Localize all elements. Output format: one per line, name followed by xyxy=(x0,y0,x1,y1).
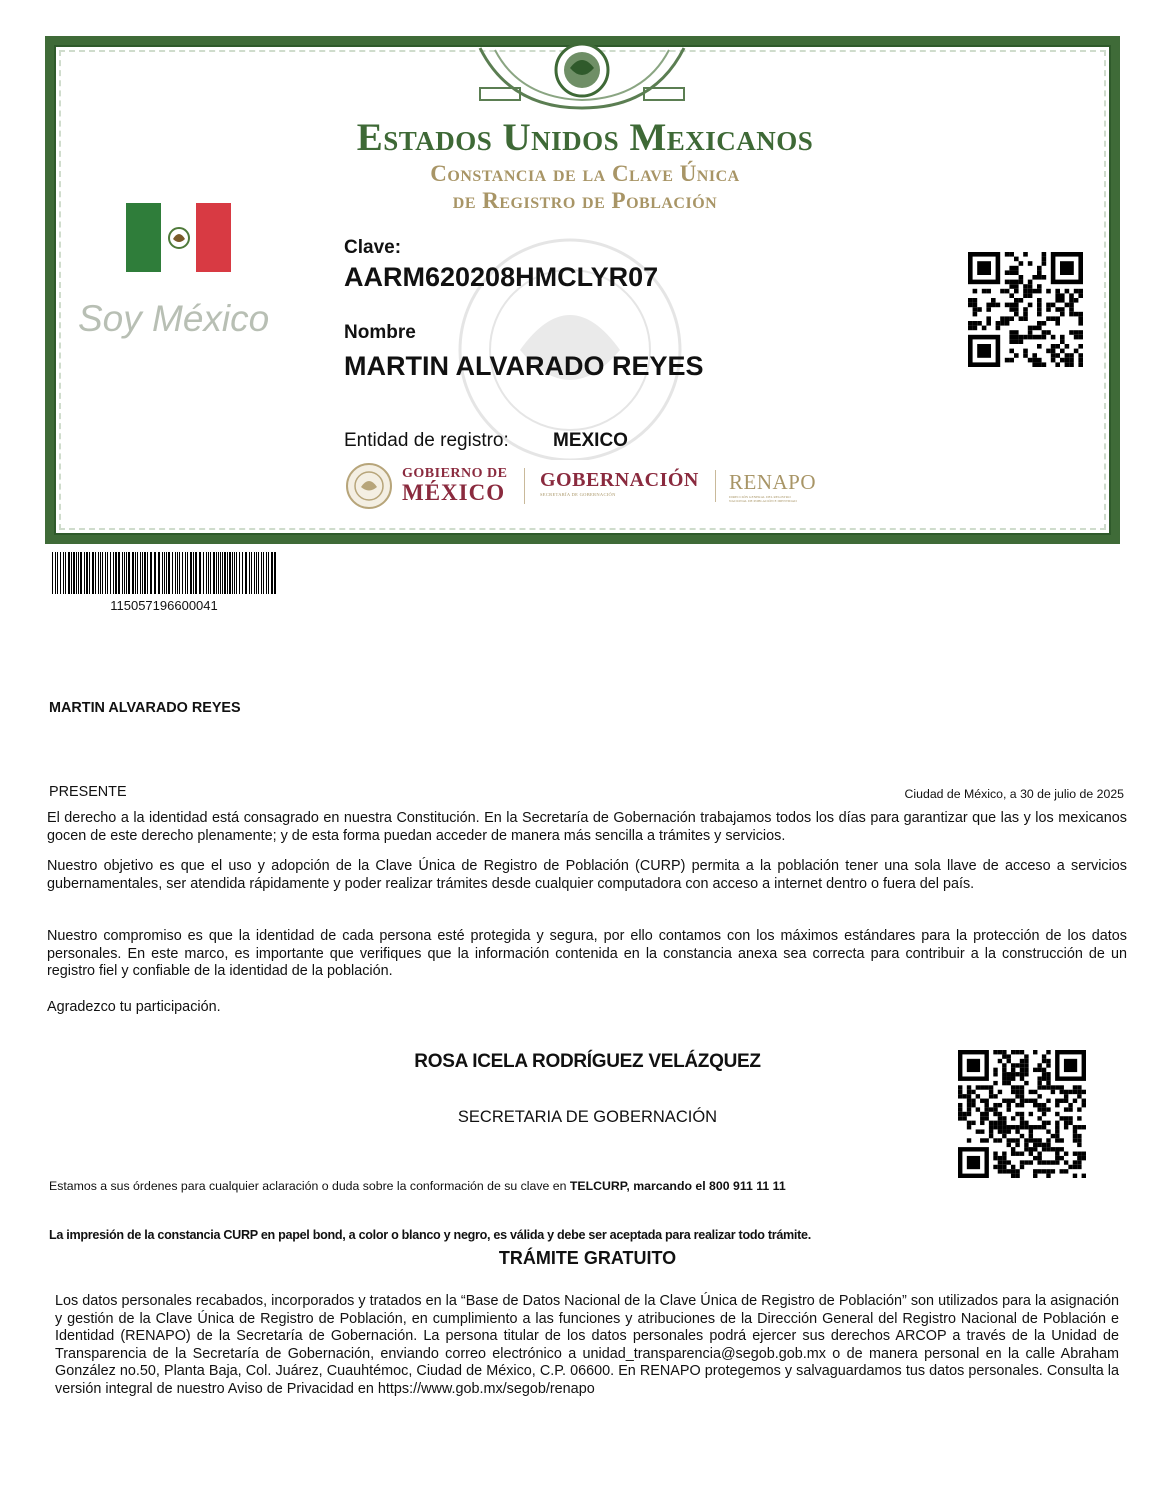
nombre-value: MARTIN ALVARADO REYES xyxy=(344,351,704,381)
renapo-logo xyxy=(729,470,816,503)
watermark-seal xyxy=(420,210,730,460)
national-crest-header xyxy=(470,38,694,110)
contact-text: Estamos a sus órdenes para cualquier aclaración o duda sobre la conformación de su clave en xyxy=(49,1179,570,1193)
gobernacion-logo xyxy=(540,469,699,497)
letter-recipient: MARTIN ALVARADO REYES xyxy=(49,700,241,716)
gobernacion-logo-text: GOBERNACIÓN xyxy=(540,469,699,491)
mexico-flag xyxy=(126,203,231,272)
subtitle-line-1: Constancia de la Clave Única xyxy=(430,161,740,186)
contact-line xyxy=(49,1179,786,1193)
paragraph-1: El derecho a la identidad está consagrado en nuestra Constitución. En la Secretaría de Gobernación trabajamos todos los días para garantizar que las y los mexicanos gocen de este derecho plenamente; y de esta forma puedan acceder de manera más sencilla a trámites y servicios. xyxy=(47,810,1127,844)
signer-name: ROSA ICELA RODRÍGUEZ VELÁZQUEZ xyxy=(414,1051,761,1072)
clave-value: AARM620208HMCLYR07 xyxy=(344,262,659,292)
clave-label: Clave: xyxy=(344,237,402,258)
subtitle-line-2: de Registro de Población xyxy=(452,188,718,213)
thanks-text: Agradezco tu participación. xyxy=(47,999,221,1015)
eagle-emblem-icon xyxy=(166,225,192,251)
entidad-value: MEXICO xyxy=(553,430,628,451)
logo-divider xyxy=(524,468,525,504)
entidad-label: Entidad de registro: xyxy=(344,430,509,451)
soy-mexico-text: Soy México xyxy=(78,298,270,339)
paragraph-2: Nuestro objetivo es que el uso y adopción de la Clave Única de Registro de Población (CURP) permita a la población tener una sola llave de acceso a servicios gubernamentales, ser atendida rápidamente y poder realizar trámites desde cualquier computadora con acceso a internet dentro o fuera del país. xyxy=(47,858,1127,892)
place-date: Ciudad de México, a 30 de julio de 2025 xyxy=(904,787,1124,801)
presente-text: PRESENTE xyxy=(49,784,127,800)
telcurp-phone: TELCURP, marcando el 800 911 11 11 xyxy=(569,1179,786,1193)
qr-code-certificate xyxy=(968,252,1083,367)
validity-notice: La impresión de la constancia CURP en papel bond, a color o blanco y negro, es válida y debe ser aceptada para realizar todo trámite. xyxy=(49,1228,811,1242)
flag-red-stripe xyxy=(196,203,231,272)
gobierno-logo-line-2: MÉXICO xyxy=(402,480,506,505)
flag-green-stripe xyxy=(126,203,161,272)
barcode-number: 115057196600041 xyxy=(110,598,218,613)
renapo-logo-subtext: DIRECCIÓN GENERAL DEL REGISTRO NACIONAL DE POBLACIÓN E IDENTIDAD xyxy=(729,495,797,503)
gobierno-mexico-logo xyxy=(402,466,507,504)
certificate-title: Estados Unidos Mexicanos xyxy=(356,116,814,159)
qr-code-signature xyxy=(958,1050,1086,1178)
privacy-notice: Los datos personales recabados, incorporados y tratados en la “Base de Datos Nacional de la Clave Única de Registro de Población” son utilizados para la asignación y gestión de la Clave Única de Registro de Población, en cumplimiento a las funciones y atribuciones de la Dirección General del Registro Nacional de Población e Identidad (RENAPO) de la Secretaría de Gobernación. La persona titular de los datos personales podrá ejercer sus derechos ARCOP a través de la Unidad de Transparencia de la Secretaría de Gobernación, enviando correo electrónico a unidad_transparencia@segob.gob.mx o de manera personal en la calle Abraham González no.50, Planta Baja, Col. Juárez, Cuauhtémoc, Ciudad de México, C.P. 06600. En RENAPO protegemos y salvaguardamos tus datos personales. Consulta la versión integral de nuestro Aviso de Privacidad en https://www.gob.mx/segob/renapo xyxy=(55,1293,1119,1397)
paragraph-3: Nuestro compromiso es que la identidad de cada persona esté protegida y segura, por ello contamos con los máximos estándares para la protección de los datos personales. En este marco, es importante que verifiques que la información contenida en la constancia anexa sea correcta para contribuir a la construcción de un registro fiel y confiable de la identidad de la población. xyxy=(47,928,1127,979)
tramite-gratuito: TRÁMITE GRATUITO xyxy=(498,1248,677,1268)
nombre-label: Nombre xyxy=(344,322,416,343)
barcode xyxy=(52,552,276,594)
renapo-logo-text: RENAPO xyxy=(729,470,817,494)
gobierno-seal-icon xyxy=(344,462,394,510)
gobierno-logo-line-1: GOBIERNO DE xyxy=(402,466,508,481)
flag-white-stripe xyxy=(161,203,196,272)
signer-title: SECRETARIA DE GOBERNACIÓN xyxy=(457,1108,718,1126)
logo-divider-2 xyxy=(715,470,716,502)
gobernacion-logo-subtext: SECRETARÍA DE GOBERNACIÓN xyxy=(540,492,616,497)
